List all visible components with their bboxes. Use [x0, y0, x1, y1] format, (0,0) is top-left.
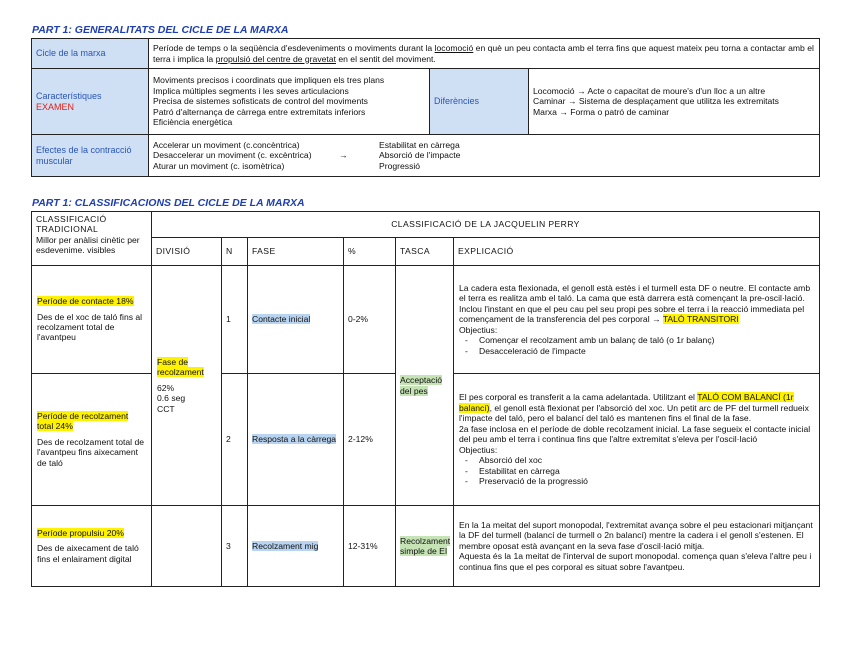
explicacio-cell: En la 1a meitat del suport monopodal, l'extremitat avança sobre el peu estacionari mitjançant la DF del turmell (balancí de turmell o 2n balancí) mentre la cadera i el genoll s'estenen. El membre oposat està avançant en la seva fase d'oscil·lació mitja. Aquesta és la 1a meitat de l'interval de suport monopodal. comença quan s'eleva l'altre peu i continua fins que el pes corporal es situat sobre l'avantpeu.: [454, 506, 820, 587]
header-tradicional: CLASSIFICACIÓ TRADICIONAL Millor per anàlisi cinètic per esdevenime. visibles: [32, 212, 152, 266]
trad-periode-propulsiu: Període propulsiu 20% Des de aixecament de taló fins el enlairament digital: [32, 506, 152, 587]
col-divisio: DIVISIÓ: [152, 238, 222, 266]
label-efectes: Efectes de la contracció muscular: [32, 135, 149, 177]
label-caracteristiques: Característiques EXAMEN: [32, 69, 149, 135]
header-perry: CLASSIFICACIÓ DE LA JACQUELIN PERRY: [152, 212, 820, 238]
trad-periode-recolzament: Període de recolzament total 24% Des de recolzament total de l'avantpeu fins aixecament de taló: [32, 374, 152, 506]
row-efectes: [32, 135, 820, 177]
col-tasca: TASCA: [396, 238, 454, 266]
fase-name: Contacte inicial: [248, 266, 344, 374]
table-row: [32, 506, 820, 587]
row-number: 2: [222, 374, 248, 506]
header-row-1: [32, 212, 820, 238]
divisio-empty: [152, 506, 222, 587]
row-number: 3: [222, 506, 248, 587]
label-cicle: Cicle de la marxa: [32, 39, 149, 69]
fase-name: Recolzament mig: [248, 506, 344, 587]
arrow-icon: →: [339, 150, 348, 161]
row-number: 1: [222, 266, 248, 374]
cicle-definition: Període de temps o la seqüència d'esdeveniments o moviments durant la locomoció en què un peu contacta amb el terra fins que aquest mateix peu torna a contactar amb el terra i implica la propulsió del centre de gravetat en el sentit del moviment.: [149, 39, 820, 69]
fase-name: Resposta a la càrrega: [248, 374, 344, 506]
fase-pct: 0-2%: [344, 266, 396, 374]
link-propulsio: propulsió del centre de gravetat: [215, 53, 336, 64]
trad-periode-contacte: Període de contacte 18% Des de el xoc de taló fins al recolzament total de l'avantpeu: [32, 266, 152, 374]
col-n: N: [222, 238, 248, 266]
col-fase: FASE: [248, 238, 344, 266]
fase-pct: 12-31%: [344, 506, 396, 587]
tasca-recolzament-simple: Recolzament simple de EI: [396, 506, 454, 587]
explicacio-cell: La cadera esta flexionada, el genoll està estès i el turmell esta DF o neutre. El contacte amb el terra es realitza amb el taló. La cama que està darrera està començant la pre-oscil·lació. Inclou l'instant en que el peu cau pel seu propi pes sobre el terra i la reacció immediata pel començament de la transferencia del pes corporal → TALÓ TRANSITORI Objectius: - Començar el recolzament amb un balanç de taló (o 1r balanç) - Desacceleració de l'impacte: [454, 266, 820, 374]
col-explicacio: EXPLICACIÓ: [454, 238, 820, 266]
row-cicle: [32, 39, 820, 69]
link-locomocio: locomoció: [434, 43, 474, 54]
divisio-fase-recolzament: Fase de recolzament 62% 0.6 seg CCT: [152, 266, 222, 506]
section-title-generalitats: PART 1: GENERALITATS DEL CICLE DE LA MARXA: [32, 24, 289, 36]
efectes-content: Accelerar un moviment (c.concèntrica) Desaccelerar un moviment (c. excèntrica) Aturar un moviment (c. isomètrica) → Estabilitat en càrrega Absorció de l'impacte Progressió: [149, 135, 820, 177]
fase-pct: 2-12%: [344, 374, 396, 506]
caracteristiques-list: Moviments precisos i coordinats que impliquen els tres plans Implica múltiples segments i les seves articulacions Precisa de sistemes sofisticats de control del moviments Patró d'alternança de càrrega entre extremitats inferiors Eficiència energètica: [149, 69, 430, 135]
col-pct: %: [344, 238, 396, 266]
row-caracteristiques: [32, 69, 820, 135]
section-title-classificacions: PART 1: CLASSIFICACIONS DEL CICLE DE LA MARXA: [32, 197, 305, 209]
generalitats-table: [31, 38, 820, 177]
tasca-acceptacio: Acceptació del pes: [396, 266, 454, 506]
table-row: [32, 266, 820, 374]
explicacio-cell: El pes corporal es transferit a la cama adelantada. Utilitzant el TALÓ COM BALANCÍ (1r balancí), el genoll està flexionat per l'absorció del xoc. Un petit arc de PF del turmell redueix l'impacte del taló, pero el balancí del taló es mantenen fins el final de la fase. 2a fase inclosa en el període de doble recolzament inicial. La fase segueix el contacte inicial del peu amb el terra i continua fins que l'altre extremitat s'eleva per l'oscil·lació Objectius: - Absorció del xoc - Estabilitat en càrrega - Preservació de la progressió: [454, 374, 820, 506]
classificacions-table: [31, 211, 820, 587]
label-diferencies: Diferències: [430, 69, 529, 135]
diferencies-list: Locomoció → Acte o capacitat de moure's d'un lloc a un altre Caminar → Sistema de desplaçament que utilitza les extremitats Marxa → Forma o patró de caminar: [529, 69, 820, 135]
exam-tag: EXAMEN: [36, 101, 75, 112]
